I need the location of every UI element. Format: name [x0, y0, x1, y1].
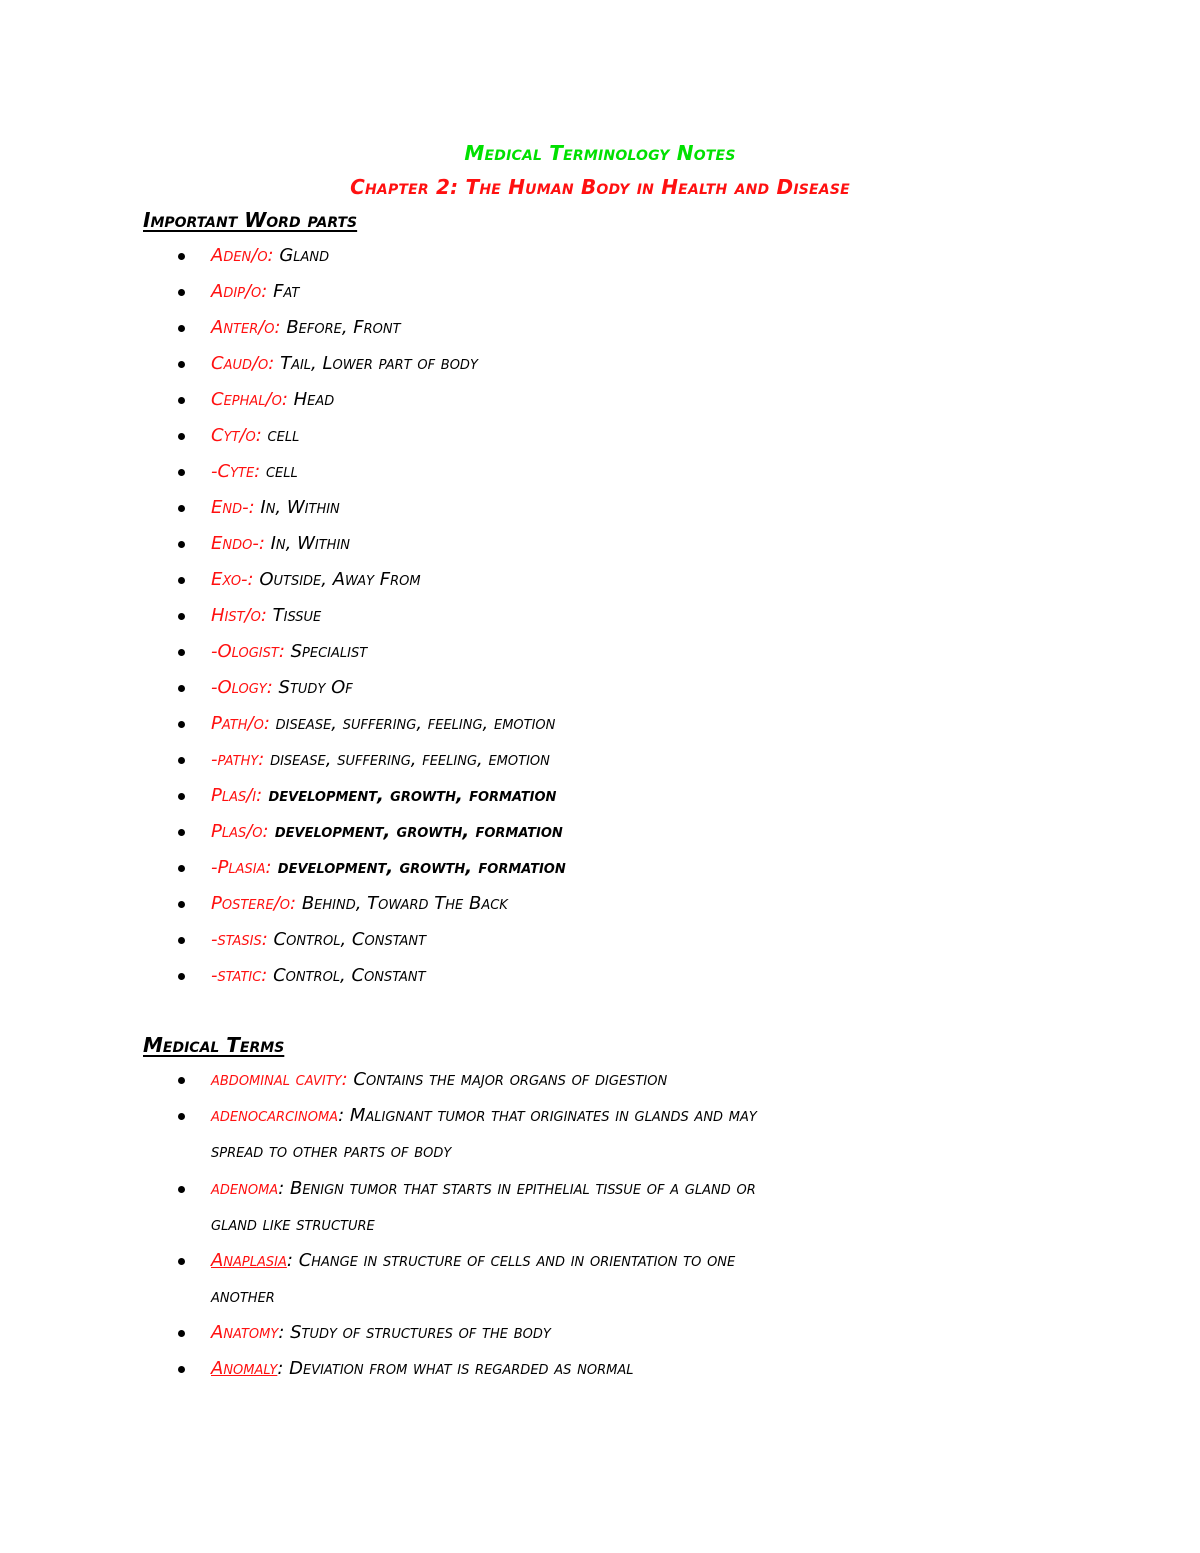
- word-part-definition: development, growth, formation: [268, 821, 563, 842]
- medical-term-definition: Deviation from what is regarded as normal: [283, 1358, 634, 1379]
- word-part-term: Anter/o:: [211, 317, 281, 338]
- word-part-term: -Ology:: [211, 677, 273, 698]
- word-part-term: Plas/i:: [211, 785, 263, 806]
- word-part-term: Plas/o:: [211, 821, 269, 842]
- medical-term-colon: :: [278, 1178, 285, 1199]
- bullet-icon: [178, 289, 185, 296]
- word-part-definition: development, growth, formation: [262, 785, 557, 806]
- word-part-definition: Fat: [267, 281, 300, 302]
- word-part-definition: Study Of: [272, 677, 353, 698]
- bullet-icon: [178, 253, 185, 260]
- word-part-definition: Control, Constant: [267, 965, 426, 986]
- bullet-icon: [178, 541, 185, 548]
- medical-term-definition: Change in structure of cells and in orientation to one: [292, 1250, 736, 1271]
- medical-term: Anaplasia: [211, 1250, 287, 1271]
- word-part-term: Endo-:: [211, 533, 265, 554]
- word-part-definition: Head: [287, 389, 335, 410]
- bullet-icon: [178, 1186, 185, 1193]
- medical-term: Anomaly: [211, 1358, 278, 1379]
- word-part-term: Postere/o:: [211, 893, 297, 914]
- bullet-icon: [178, 721, 185, 728]
- word-parts-heading: Important Word parts: [143, 208, 358, 232]
- bullet-icon: [178, 793, 185, 800]
- word-part-definition: disease, suffering, feeling, emotion: [264, 749, 550, 770]
- bullet-icon: [178, 829, 185, 836]
- medical-term-definition: Study of structures of the body: [284, 1322, 551, 1343]
- medical-terms-heading: Medical Terms: [143, 1033, 285, 1057]
- word-part-term: -Ologist:: [211, 641, 285, 662]
- medical-term-definition: Malignant tumor that originates in glands and may: [344, 1105, 757, 1126]
- bullet-icon: [178, 469, 185, 476]
- bullet-icon: [178, 865, 185, 872]
- word-part-definition: development, growth, formation: [271, 857, 566, 878]
- bullet-icon: [178, 973, 185, 980]
- medical-term-colon: :: [278, 1322, 285, 1343]
- bullet-icon: [178, 577, 185, 584]
- bullet-icon: [178, 757, 185, 764]
- word-part-definition: Control, Constant: [267, 929, 427, 950]
- word-part-definition: Outside, Away From: [253, 569, 421, 590]
- medical-term: adenoma: [211, 1178, 279, 1199]
- document-title: Medical Terminology Notes: [464, 141, 736, 165]
- medical-term-colon: :: [277, 1358, 284, 1379]
- bullet-icon: [178, 361, 185, 368]
- medical-term: adenocarcinoma: [211, 1105, 339, 1126]
- word-part-term: Caud/o:: [211, 353, 275, 374]
- bullet-icon: [178, 1330, 185, 1337]
- medical-term-definition-continued: another: [211, 1286, 275, 1307]
- bullet-icon: [178, 1077, 185, 1084]
- bullet-icon: [178, 613, 185, 620]
- bullet-icon: [178, 397, 185, 404]
- word-part-definition: cell: [260, 461, 298, 482]
- word-part-definition: Tail, Lower part of body: [274, 353, 478, 374]
- bullet-icon: [178, 325, 185, 332]
- word-part-term: -Cyte:: [211, 461, 261, 482]
- bullet-icon: [178, 685, 185, 692]
- bullet-icon: [178, 1366, 185, 1373]
- bullet-icon: [178, 901, 185, 908]
- word-part-term: Path/o:: [211, 713, 270, 734]
- bullet-icon: [178, 1258, 185, 1265]
- word-part-definition: disease, suffering, feeling, emotion: [269, 713, 556, 734]
- word-part-term: -pathy:: [211, 749, 265, 770]
- bullet-icon: [178, 433, 185, 440]
- word-part-term: -Plasia:: [211, 857, 272, 878]
- medical-term-colon: :: [286, 1250, 293, 1271]
- word-part-term: Adip/o:: [211, 281, 268, 302]
- word-part-term: Exo-:: [211, 569, 254, 590]
- bullet-icon: [178, 505, 185, 512]
- medical-term-colon: :: [338, 1105, 345, 1126]
- medical-term: Anatomy: [211, 1322, 279, 1343]
- word-part-definition: Tissue: [266, 605, 322, 626]
- word-part-term: -stasis:: [211, 929, 268, 950]
- word-part-term: -static:: [211, 965, 268, 986]
- word-part-definition: In, Within: [254, 497, 340, 518]
- word-part-definition: Specialist: [284, 641, 368, 662]
- medical-term-definition: Benign tumor that starts in epithelial tissue of a gland or: [284, 1178, 756, 1199]
- bullet-icon: [178, 1113, 185, 1120]
- medical-term: abdominal cavity:: [211, 1069, 348, 1090]
- medical-term-definition: Contains the major organs of digestion: [347, 1069, 668, 1090]
- bullet-icon: [178, 937, 185, 944]
- bullet-icon: [178, 649, 185, 656]
- word-part-term: Hist/o:: [211, 605, 267, 626]
- word-part-definition: cell: [261, 425, 300, 446]
- medical-term-definition-continued: spread to other parts of body: [211, 1141, 452, 1162]
- word-part-definition: Gland: [273, 245, 330, 266]
- document-subtitle: Chapter 2: The Human Body in Health and Disease: [350, 175, 850, 199]
- medical-term-definition-continued: gland like structure: [211, 1214, 375, 1235]
- word-part-term: Cephal/o:: [211, 389, 288, 410]
- word-part-term: Cyt/o:: [211, 425, 262, 446]
- word-part-term: End-:: [211, 497, 255, 518]
- word-part-definition: In, Within: [264, 533, 351, 554]
- word-part-definition: Behind, Toward The Back: [296, 893, 508, 914]
- word-part-term: Aden/o:: [211, 245, 274, 266]
- word-part-definition: Before, Front: [280, 317, 401, 338]
